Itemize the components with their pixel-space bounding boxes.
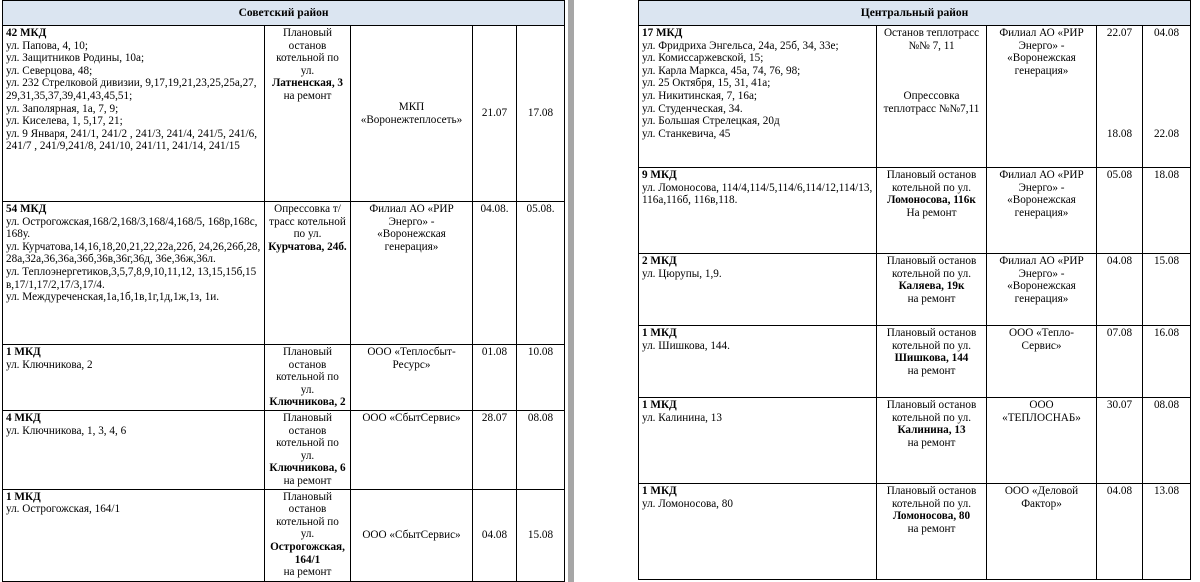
work-cell [877, 398, 987, 484]
address-list: ул. Ломоносова, 114/4,114/5,114/6,114/12,114/13,116а,116б, 116в,118. [642, 181, 873, 207]
boiler-address: Ломоносова, 116к [887, 194, 976, 207]
work-description: Опрессовка т/трасс котельной по ул. [269, 203, 346, 241]
start-date: 30.07 [1097, 398, 1143, 484]
address-list: ул. Ключникова, 2 [6, 358, 93, 371]
work-note: на ремонт [907, 436, 956, 449]
end-date-second: 22.08 [1153, 127, 1180, 140]
end-date: 08.08 [1143, 398, 1191, 484]
work-note: на ремонт [907, 364, 956, 377]
work-description: Плановый останов котельной по ул. [276, 490, 339, 541]
work-description: Останов теплотрасс №№ 7, 11 [883, 27, 980, 52]
district-header: Центральный район [639, 1, 1191, 26]
work-cell [265, 410, 351, 489]
boiler-address: Курчатова, 24б. [268, 240, 347, 253]
work-description: Плановый останов котельной по ул. [886, 485, 977, 510]
end-date: 13.08 [1143, 484, 1191, 580]
table-row [639, 398, 1191, 484]
address-cell [639, 484, 877, 580]
work-description: Плановый останов котельной по ул. [276, 27, 339, 77]
start-date: 04.08 [1097, 484, 1143, 580]
address-cell [639, 254, 877, 326]
work-description: Плановый останов котельной по ул. [886, 399, 977, 424]
address-list: ул. Острогожская,168/2,168/3,168/4,168/5, 168р,168с,168у. ул. Курчатова,14,16,18,20,21,22,22а,22б, 24,26,26б,28,28а,32а,36,36а,36б,36в,36г,36д, 36е,36ж,36л. ул. Теплоэнергетиков,3,5,7,8,9,10,11,12, 13,15,15б,15в,17/1,17/2,17/3,17/4. ул. Междуреченская,1а,1б,1в,1г,1д,1ж,1з, 1и. [6, 215, 261, 304]
table-row [639, 326, 1191, 398]
end-date: 17.08 [517, 26, 565, 202]
work-note: На ремонт [906, 206, 957, 219]
start-date: 04.08 [473, 489, 517, 581]
boiler-address: Ключникова, 6 [269, 462, 346, 475]
address-list: ул. Ключникова, 1, 3, 4, 6 [6, 424, 127, 437]
end-date: 15.08 [1143, 254, 1191, 326]
work-cell [265, 202, 351, 345]
mkd-count: 1 МКД [642, 485, 677, 497]
organization-cell: ООО «Тепло-Сервис» [987, 326, 1097, 398]
work-cell [265, 26, 351, 202]
table-row [3, 202, 565, 345]
organization-cell: Филиал АО «РИР Энерго» - «Воронежская генерация» [351, 202, 473, 345]
start-date: 01.08 [473, 345, 517, 411]
end-date: 08.08 [517, 410, 565, 489]
work-cell [877, 168, 987, 254]
address-cell [639, 168, 877, 254]
work-cell [877, 326, 987, 398]
mkd-count: 17 МКД [642, 27, 683, 39]
mkd-count: 9 МКД [642, 169, 677, 181]
work-cell [265, 345, 351, 411]
work-note: на ремонт [283, 474, 332, 487]
end-date: 10.08 [517, 345, 565, 411]
address-list: ул. Острогожская, 164/1 [6, 503, 121, 516]
start-date: 05.08 [1097, 168, 1143, 254]
work-cell [265, 489, 351, 581]
schedule-table-central [638, 0, 1191, 580]
mkd-count: 1 МКД [6, 346, 41, 358]
table-row [3, 345, 565, 411]
start-date: 07.08 [1097, 326, 1143, 398]
address-cell [3, 489, 265, 581]
address-cell [639, 26, 877, 168]
start-date: 04.08 [1097, 254, 1143, 326]
mkd-count: 1 МКД [6, 490, 41, 503]
end-date: 05.08. [517, 202, 565, 345]
mkd-count: 1 МКД [642, 327, 677, 339]
document-page-left [0, 0, 568, 582]
organization-cell: ООО «СбытСервис» [351, 410, 473, 489]
work-description: Плановый останов котельной по ул. [886, 327, 977, 352]
work-description: Плановый останов котельной по ул. [276, 411, 339, 462]
table-row [3, 489, 565, 581]
table-row [639, 168, 1191, 254]
boiler-address: Калинина, 13 [897, 424, 966, 437]
start-dates [1097, 26, 1143, 168]
mkd-count: 4 МКД [6, 411, 41, 424]
mkd-count: 2 МКД [642, 255, 677, 267]
work-description: Плановый останов котельной по ул. [886, 255, 977, 280]
district-header: Советский район [3, 1, 565, 26]
work-description: Плановый останов котельной по ул. [886, 169, 977, 194]
end-date: 04.08 [1153, 27, 1180, 39]
organization-cell: ООО «ТЕПЛОСНАБ» [987, 398, 1097, 484]
table-row [639, 484, 1191, 580]
boiler-address: Ломоносова, 80 [892, 510, 971, 523]
mkd-count: 54 МКД [6, 203, 47, 215]
organization-cell: МКП «Воронежтеплосеть» [351, 26, 473, 202]
start-date: 28.07 [473, 410, 517, 489]
address-list: ул. Цюрупы, 1,9. [642, 267, 722, 280]
boiler-address: Каляева, 19к [898, 280, 965, 293]
table-row [639, 26, 1191, 168]
start-date-second: 18.08 [1106, 127, 1133, 140]
start-date: 04.08. [473, 202, 517, 345]
boiler-address: Ключникова, 2 [269, 396, 346, 409]
address-list: ул. Ломоносова, 80 [642, 497, 733, 510]
end-date: 16.08 [1143, 326, 1191, 398]
organization-cell: ООО «Деловой Фактор» [987, 484, 1097, 580]
boiler-address: Шишкова, 144 [894, 352, 969, 365]
address-cell [639, 326, 877, 398]
document-page-right [574, 0, 1200, 582]
address-cell [639, 398, 877, 484]
work-description: Плановый останов котельной по ул. [276, 346, 339, 396]
address-list: ул. Фридриха Энгельса, 24а, 25б, 34, 33е; ул. Комиссаржевской, 15; ул. Карла Маркса, 45а, 74, 76, 98; ул. 25 Октября, 15, 31, 41а; ул. Никитинская, 7, 16а; ул. Студенческая, 34. ул. Большая Стрелецкая, 20д ул. Станкевича, 45 [642, 39, 839, 140]
work-cell [877, 484, 987, 580]
organization-cell: ООО «Теплосбыт-Ресурс» [351, 345, 473, 411]
schedule-table-soviet [2, 0, 565, 582]
boiler-address: Острогожская, 164/1 [270, 540, 345, 566]
organization-cell: Филиал АО «РИР Энерго» - «Воронежская генерация» [987, 254, 1097, 326]
work-cell [877, 254, 987, 326]
address-list: ул. Шишкова, 144. [642, 339, 730, 352]
end-date: 18.08 [1143, 168, 1191, 254]
end-dates [1143, 26, 1191, 168]
work-note: на ремонт [283, 89, 332, 102]
work-description-second: Опрессовка теплотрасс №№7,11 [883, 90, 980, 115]
work-note: на ремонт [907, 522, 956, 535]
address-list: ул. Калинина, 13 [642, 411, 722, 424]
table-row [3, 26, 565, 202]
work-cell [877, 26, 987, 168]
start-date: 22.07 [1106, 27, 1133, 39]
table-row [3, 410, 565, 489]
mkd-count: 1 МКД [642, 399, 677, 411]
address-cell [3, 202, 265, 345]
organization-cell: Филиал АО «РИР Энерго» - «Воронежская генерация» [987, 168, 1097, 254]
end-date: 15.08 [517, 489, 565, 581]
organization-cell: Филиал АО «РИР Энерго» - «Воронежская генерация» [987, 26, 1097, 168]
mkd-count: 42 МКД [6, 27, 47, 39]
address-list: ул. Папова, 4, 10; ул. Защитников Родины, 10а; ул. Северцова, 48; ул. 232 Стрелковой дивизии, 9,17,19,21,23,25,25а,27,29,31,35,37,39,41,43,45,51; ул. Заполярная, 1а, 7, 9; ул. Киселева, 1, 5,17, 21; ул. 9 Января, 241/1, 241/2 , 241/3, 241/4, 241/5, 241/6, 241/7 , 241/9,241/8, 241/10, 241/11, 241/14, 241/15 [6, 39, 258, 153]
organization-cell: ООО «СбытСервис» [351, 489, 473, 581]
work-note: на ремонт [907, 292, 956, 305]
address-cell [3, 410, 265, 489]
work-note: на ремонт [283, 566, 332, 579]
boiler-address: Латненская, 3 [271, 77, 344, 90]
address-cell [3, 26, 265, 202]
table-row [639, 254, 1191, 326]
start-date: 21.07 [473, 26, 517, 202]
address-cell [3, 345, 265, 411]
